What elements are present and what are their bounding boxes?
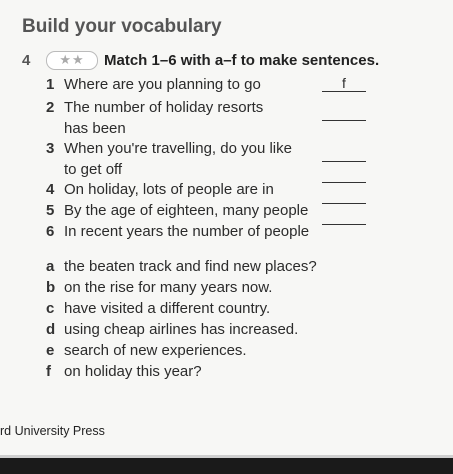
list-item (46, 222, 366, 243)
publisher-footer: rd University Press (0, 424, 105, 438)
ending-letter: c (46, 300, 55, 317)
ending-letter: a (46, 258, 55, 275)
item-number: 5 (46, 202, 55, 219)
item-number: 6 (46, 223, 55, 240)
ending-text: have visited a different country. (64, 300, 271, 317)
ending-letter: e (46, 342, 55, 359)
list-item (46, 75, 366, 98)
answer-blank[interactable] (322, 120, 366, 121)
ending-text: using cheap airlines has increased. (64, 321, 299, 338)
item-text: Where are you planning to go (64, 76, 261, 93)
answer-blank[interactable] (322, 224, 366, 225)
section-heading: Build your vocabulary (22, 16, 222, 37)
item-text: By the age of eighteen, many people (64, 202, 309, 219)
list-item (46, 319, 366, 340)
list-item (46, 340, 366, 361)
exercise-header (22, 50, 379, 70)
difficulty-stars-icon: ★★ (46, 51, 98, 70)
item-number: 4 (46, 181, 55, 198)
list-item (46, 98, 366, 139)
item-text: On holiday, lots of people are in (64, 181, 274, 198)
answer-blank[interactable] (322, 161, 366, 162)
list-item (46, 201, 366, 222)
list-item (46, 256, 366, 277)
item-number: 1 (46, 76, 55, 93)
bottom-edge-bar (0, 455, 453, 474)
item-text: The number of holiday resorts has been (64, 99, 264, 137)
ending-text: on the rise for many years now. (64, 279, 273, 296)
ending-letter: f (46, 363, 51, 380)
item-text: In recent years the number of people (64, 223, 310, 240)
item-number: 3 (46, 140, 55, 157)
list-item (46, 180, 366, 201)
exercise-number: 4 (22, 51, 31, 69)
sentence-beginnings (46, 75, 366, 243)
ending-letter: d (46, 321, 56, 338)
list-item (46, 298, 366, 319)
item-text: When you're travelling, do you like to get off (64, 140, 292, 178)
exercise-instruction: Match 1–6 with a–f to make sentences. (104, 51, 380, 69)
item-number: 2 (46, 99, 55, 116)
answer-blank[interactable]: f (322, 75, 366, 92)
ending-text: on holiday this year? (64, 363, 202, 380)
list-item (46, 277, 366, 298)
list-item (46, 361, 366, 382)
answer-blank[interactable] (322, 182, 366, 183)
ending-text: search of new experiences. (64, 342, 247, 359)
list-item (46, 139, 366, 180)
sentence-endings (46, 256, 366, 382)
ending-letter: b (46, 279, 56, 296)
ending-text: the beaten track and find new places? (64, 258, 317, 275)
answer-blank[interactable] (322, 203, 366, 204)
